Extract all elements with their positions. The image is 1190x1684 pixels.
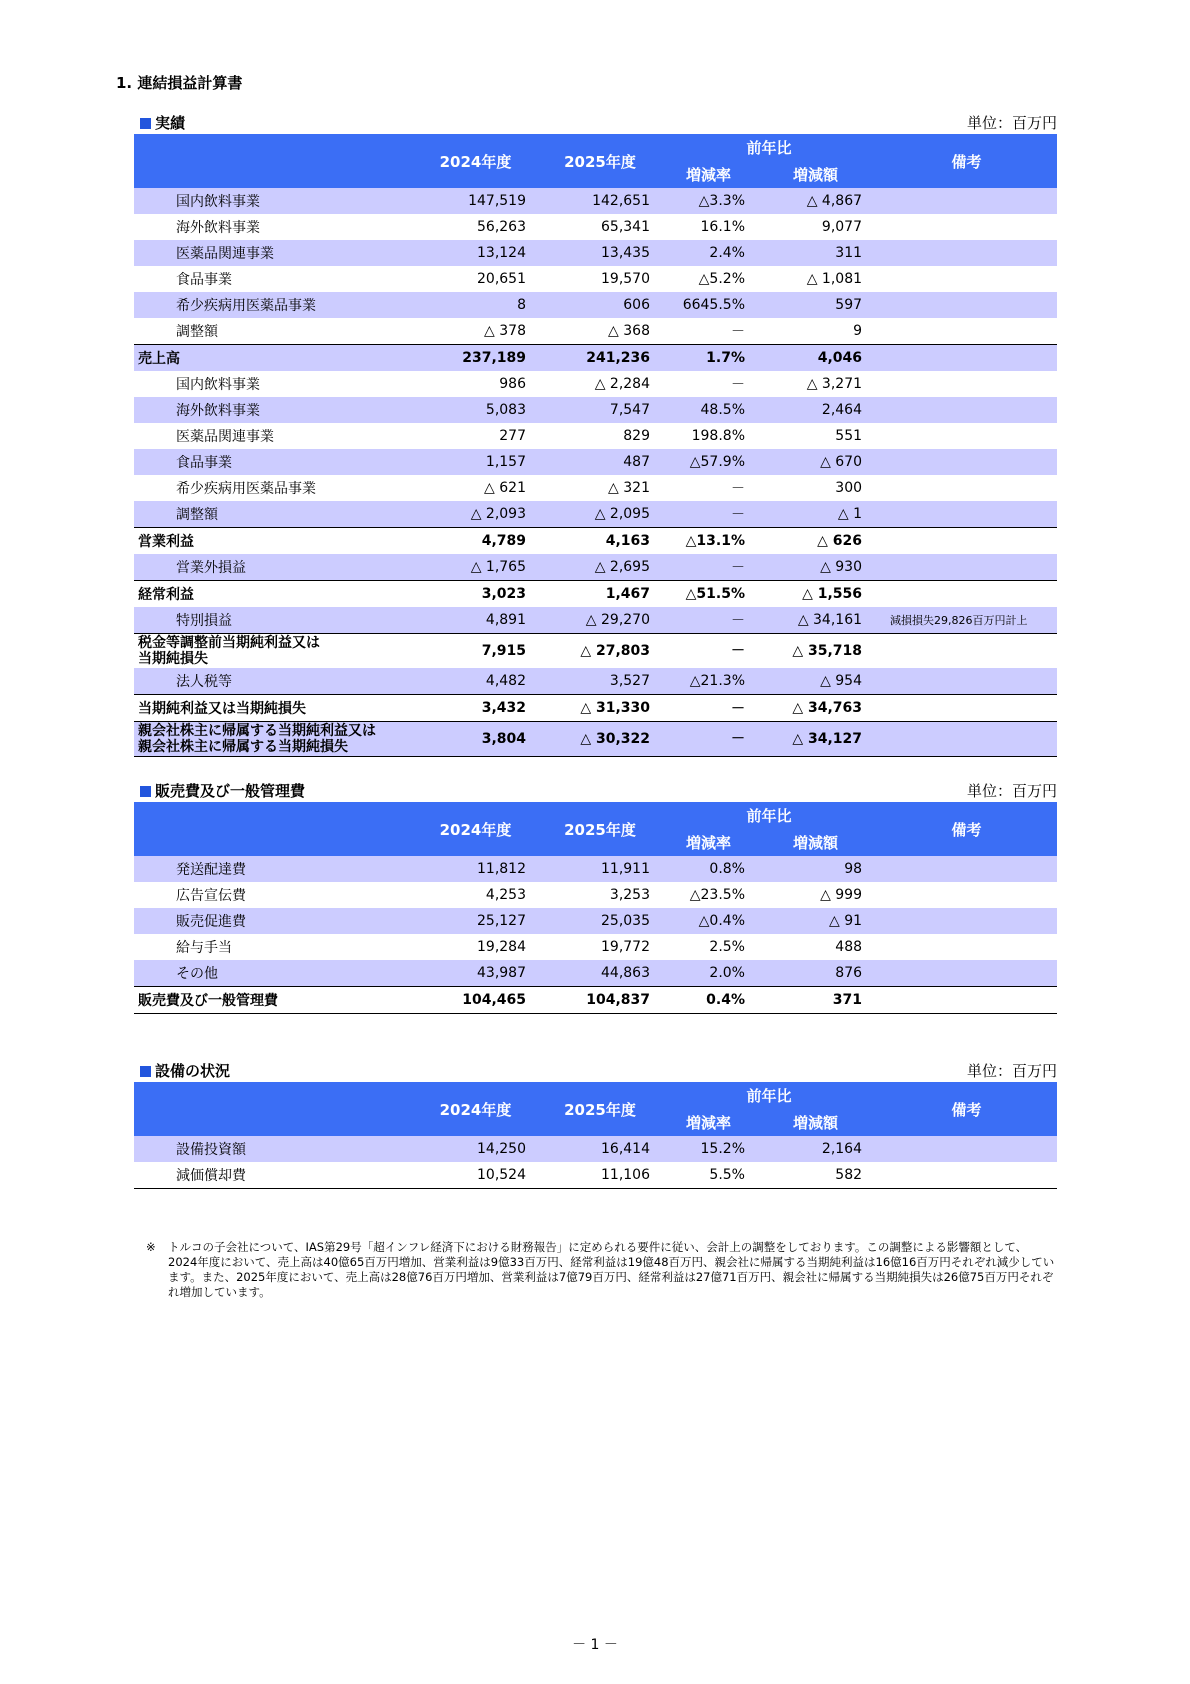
table-row [134, 1162, 1057, 1189]
row-note [876, 722, 1057, 757]
value-2024: △ 2,093 [413, 501, 538, 528]
header-blank [134, 134, 413, 188]
value-2024: △ 378 [484, 323, 526, 339]
row-note [876, 345, 1057, 372]
row-label: 希少疾病用医薬品事業 [134, 292, 413, 318]
row-label-line2: 親会社株主に帰属する当期純損失 [138, 739, 348, 755]
yoy-amount: 9 [853, 323, 863, 339]
table-row [134, 292, 1057, 318]
table-row [134, 1136, 1057, 1162]
table-row [134, 856, 1057, 882]
row-label: 営業外損益 [134, 554, 413, 581]
yoy-amount: 551 [835, 428, 863, 444]
row-label [134, 722, 413, 757]
unit-label: 単位：百万円 [966, 114, 1057, 132]
value-2025: 142,651 [538, 188, 662, 214]
value-2025: △ 31,330 [538, 695, 662, 722]
value-2025: 104,837 [538, 987, 662, 1014]
table-row [134, 528, 1057, 555]
yoy-rate: － [662, 607, 755, 634]
row-label: 特別損益 [134, 607, 413, 634]
value-2024: 19,284 [477, 939, 526, 955]
row-label: 希少疾病用医薬品事業 [176, 481, 316, 497]
row-label: 国内飲料事業 [176, 377, 260, 393]
value-2024: 3,804 [413, 722, 538, 757]
table-row [134, 449, 1057, 475]
capex-section [134, 1060, 1057, 1189]
results-section-header [134, 112, 1057, 134]
value-2024: 1,157 [413, 449, 538, 475]
value-2024: 43,987 [413, 960, 538, 987]
yoy-amount: △ 34,127 [755, 722, 876, 757]
yoy-rate: － [662, 501, 755, 528]
capex-section-title: 設備の状況 [140, 1060, 230, 1081]
header-note: 備考 [876, 1082, 1057, 1136]
table-row [134, 634, 1057, 669]
sga-section [134, 780, 1057, 1014]
header-2024: 2024年度 [413, 134, 538, 188]
table-row [134, 695, 1057, 722]
yoy-rate: 5.5% [662, 1162, 755, 1189]
header-yoy: 前年比 [662, 134, 876, 161]
value-2024: 104,465 [413, 987, 538, 1014]
value-2025: 4,163 [538, 528, 662, 555]
value-2025: 25,035 [538, 908, 662, 934]
row-note [876, 501, 1057, 528]
value-2025: 65,341 [601, 219, 650, 235]
yoy-rate: △5.2% [698, 271, 745, 287]
value-2025: △ 2,284 [594, 376, 650, 392]
unit-label: 単位：百万円 [966, 1062, 1057, 1080]
value-2025: △ 321 [608, 480, 650, 496]
results-section-title: 実績 [140, 112, 185, 133]
row-note [876, 1136, 1057, 1162]
header-rate: 増減率 [662, 161, 755, 188]
footnote [146, 1240, 1056, 1300]
yoy-amount: △ 1 [755, 501, 876, 528]
value-2025: 19,570 [601, 271, 650, 287]
row-label-line2: 当期純損失 [138, 651, 208, 667]
yoy-amount: 2,464 [755, 397, 876, 423]
page-title: 1. 連結損益計算書 [116, 74, 243, 92]
row-note [876, 423, 1057, 449]
value-2025: 3,253 [609, 887, 650, 903]
yoy-amount: △ 4,867 [755, 188, 876, 214]
value-2024: △ 621 [484, 480, 526, 496]
value-2025: 606 [538, 292, 662, 318]
header-rate: 増減率 [662, 829, 755, 856]
value-2025: 1,467 [538, 581, 662, 608]
row-note [876, 934, 1057, 960]
value-2024: 13,124 [413, 240, 538, 266]
header-2024: 2024年度 [413, 802, 538, 856]
yoy-rate: 0.4% [662, 987, 755, 1014]
header-amount: 増減額 [755, 161, 876, 188]
page-number: － 1 － [572, 1637, 618, 1653]
yoy-amount: 4,046 [755, 345, 876, 372]
row-label: 販売費及び一般管理費 [134, 987, 413, 1014]
value-2024: 14,250 [413, 1136, 538, 1162]
header-amount: 増減額 [755, 1109, 876, 1136]
row-note [876, 1162, 1057, 1189]
table-row [134, 371, 1057, 397]
table-row [134, 722, 1057, 757]
yoy-rate: － [731, 324, 745, 340]
yoy-amount: △ 930 [755, 554, 876, 581]
table-row [134, 397, 1057, 423]
yoy-rate: 15.2% [662, 1136, 755, 1162]
table-row [134, 318, 1057, 345]
row-label: 食品事業 [176, 272, 232, 288]
row-label: 広告宣伝費 [176, 888, 246, 904]
value-2025: 13,435 [538, 240, 662, 266]
row-note [876, 397, 1057, 423]
row-note [876, 188, 1057, 214]
yoy-amount: 9,077 [821, 219, 863, 235]
row-label: その他 [134, 960, 413, 987]
row-note [876, 581, 1057, 608]
blue-square-icon [140, 786, 151, 797]
table-row [134, 987, 1057, 1014]
header-yoy: 前年比 [662, 802, 876, 829]
value-2024: 3,023 [413, 581, 538, 608]
value-2024: 237,189 [413, 345, 538, 372]
value-2024: 56,263 [477, 219, 526, 235]
value-2024: 8 [413, 292, 538, 318]
yoy-rate: △21.3% [662, 668, 755, 695]
table-row [134, 960, 1057, 987]
header-2025: 2025年度 [538, 1082, 662, 1136]
yoy-amount: △ 626 [755, 528, 876, 555]
yoy-rate: △23.5% [689, 887, 745, 903]
row-note [876, 240, 1057, 266]
yoy-amount: △ 34,161 [755, 607, 876, 634]
results-section [134, 112, 1057, 757]
value-2025: 7,547 [538, 397, 662, 423]
header-blank [134, 1082, 413, 1136]
yoy-rate: － [731, 377, 745, 393]
blue-square-icon [140, 1066, 151, 1077]
yoy-amount: △ 999 [820, 887, 863, 903]
row-label: 営業利益 [134, 528, 413, 555]
row-label: 当期純利益又は当期純損失 [134, 695, 413, 722]
row-note [876, 987, 1057, 1014]
yoy-rate: △0.4% [662, 908, 755, 934]
value-2025: 3,527 [538, 668, 662, 695]
header-2024: 2024年度 [413, 1082, 538, 1136]
value-2025: 487 [538, 449, 662, 475]
yoy-amount: 311 [755, 240, 876, 266]
row-note: 減損損失29,826百万円計上 [876, 607, 1057, 634]
yoy-rate: 1.7% [662, 345, 755, 372]
yoy-rate: 6645.5% [662, 292, 755, 318]
value-2025: 11,106 [538, 1162, 662, 1189]
row-note [876, 856, 1057, 882]
unit-label: 単位：百万円 [966, 782, 1057, 800]
header-2025: 2025年度 [538, 134, 662, 188]
row-label: 医薬品関連事業 [134, 240, 413, 266]
yoy-rate: － [662, 554, 755, 581]
header-note: 備考 [876, 134, 1057, 188]
value-2024: 20,651 [477, 271, 526, 287]
sga-section-header [134, 780, 1057, 802]
value-2024: 4,482 [413, 668, 538, 695]
row-note [876, 292, 1057, 318]
yoy-amount: 582 [755, 1162, 876, 1189]
row-label: 海外飲料事業 [176, 220, 260, 236]
yoy-rate: 16.1% [700, 219, 745, 235]
value-2025: △ 2,095 [538, 501, 662, 528]
row-label-line1: 税金等調整前当期純利益又は [138, 635, 320, 651]
value-2025: △ 2,695 [538, 554, 662, 581]
value-2024: 4,891 [413, 607, 538, 634]
value-2024: 4,789 [413, 528, 538, 555]
row-label-line1: 親会社株主に帰属する当期純利益又は [138, 723, 376, 739]
yoy-amount: 488 [835, 939, 863, 955]
yoy-rate: △3.3% [662, 188, 755, 214]
yoy-amount: 876 [755, 960, 876, 987]
table-row [134, 934, 1057, 960]
row-label: 法人税等 [134, 668, 413, 695]
row-note [876, 960, 1057, 987]
row-label: 調整額 [176, 324, 218, 340]
yoy-amount: △ 1,556 [755, 581, 876, 608]
table-row [134, 581, 1057, 608]
yoy-amount: △ 91 [755, 908, 876, 934]
row-label: 国内飲料事業 [134, 188, 413, 214]
yoy-amount: 98 [755, 856, 876, 882]
value-2025: 11,911 [538, 856, 662, 882]
yoy-amount: △ 35,718 [755, 634, 876, 669]
value-2025: 19,772 [601, 939, 650, 955]
yoy-amount: △ 1,081 [806, 271, 863, 287]
yoy-rate: 48.5% [662, 397, 755, 423]
value-2024: 11,812 [413, 856, 538, 882]
row-label [134, 634, 413, 669]
row-label: 販売促進費 [134, 908, 413, 934]
row-note [876, 528, 1057, 555]
value-2024: 25,127 [413, 908, 538, 934]
yoy-rate: 198.8% [691, 428, 745, 444]
capex-section-header [134, 1060, 1057, 1082]
yoy-amount: 371 [755, 987, 876, 1014]
value-2025: △ 30,322 [538, 722, 662, 757]
yoy-rate: 2.5% [709, 939, 745, 955]
value-2024: 277 [499, 428, 526, 444]
header-rate: 増減率 [662, 1109, 755, 1136]
yoy-amount: △ 34,763 [755, 695, 876, 722]
value-2024: 5,083 [413, 397, 538, 423]
value-2025: 16,414 [538, 1136, 662, 1162]
value-2024: 7,915 [413, 634, 538, 669]
yoy-amount: 597 [755, 292, 876, 318]
row-label: 食品事業 [134, 449, 413, 475]
table-row [134, 266, 1057, 292]
value-2024: 986 [499, 376, 526, 392]
row-label: 医薬品関連事業 [176, 429, 274, 445]
header-2025: 2025年度 [538, 802, 662, 856]
yoy-rate: － [662, 695, 755, 722]
row-note [876, 695, 1057, 722]
row-label: 減価償却費 [134, 1162, 413, 1189]
row-label: 設備投資額 [134, 1136, 413, 1162]
header-yoy: 前年比 [662, 1082, 876, 1109]
row-note [876, 318, 1057, 345]
row-label: 調整額 [134, 501, 413, 528]
row-note [876, 475, 1057, 501]
yoy-amount: △ 670 [755, 449, 876, 475]
footnote-mark: ※ [146, 1240, 156, 1254]
table-row [134, 501, 1057, 528]
row-note [876, 882, 1057, 908]
value-2025: 241,236 [538, 345, 662, 372]
header-blank [134, 802, 413, 856]
row-note [876, 266, 1057, 292]
table-row [134, 607, 1057, 634]
yoy-rate: － [662, 722, 755, 757]
row-note [876, 554, 1057, 581]
table-row [134, 908, 1057, 934]
value-2024: 4,253 [485, 887, 526, 903]
footnote-text: トルコの子会社について、IAS第29号「超インフレ経済下における財務報告」に定められる要件に従い、会計上の調整をしております。この調整による影響額として、2024年度において、売上高は40億65百万円増加、営業利益は9億33百万円、経常利益は19億48百万円、親会社に帰属する当期純利益は16億16百万円それぞれ減少しています。また、2025年度において、売上高は28億76百万円増加、営業利益は7億79百万円、経常利益は27億71百万円、親会社に帰属する当期純損失は26億75百万円それぞれ増加しています。 [168, 1240, 1055, 1299]
value-2025: 829 [623, 428, 650, 444]
table-row [134, 423, 1057, 449]
yoy-rate: － [662, 634, 755, 669]
row-label: 経常利益 [134, 581, 413, 608]
value-2025: △ 29,270 [538, 607, 662, 634]
value-2024: 10,524 [413, 1162, 538, 1189]
table-row [134, 668, 1057, 695]
yoy-rate: － [731, 481, 745, 497]
capex-table [134, 1082, 1057, 1189]
yoy-rate: 2.0% [662, 960, 755, 987]
table-row [134, 214, 1057, 240]
row-note [876, 449, 1057, 475]
value-2025: △ 27,803 [538, 634, 662, 669]
row-label: 給与手当 [176, 940, 232, 956]
yoy-rate: △57.9% [662, 449, 755, 475]
yoy-rate: △13.1% [662, 528, 755, 555]
value-2024: △ 1,765 [413, 554, 538, 581]
value-2025: △ 368 [608, 323, 650, 339]
yoy-rate: △51.5% [662, 581, 755, 608]
value-2024: 3,432 [413, 695, 538, 722]
value-2025: 44,863 [538, 960, 662, 987]
row-note [876, 908, 1057, 934]
row-label: 発送配達費 [134, 856, 413, 882]
header-amount: 増減額 [755, 829, 876, 856]
value-2024: 147,519 [413, 188, 538, 214]
row-note [876, 371, 1057, 397]
sga-table [134, 802, 1057, 1014]
row-label: 売上高 [134, 345, 413, 372]
header-note: 備考 [876, 802, 1057, 856]
yoy-rate: 0.8% [662, 856, 755, 882]
row-label: 海外飲料事業 [134, 397, 413, 423]
yoy-amount: 300 [835, 480, 863, 496]
table-row [134, 554, 1057, 581]
table-row [134, 475, 1057, 501]
sga-section-title: 販売費及び一般管理費 [140, 780, 305, 801]
table-row [134, 240, 1057, 266]
table-row [134, 882, 1057, 908]
row-note [876, 634, 1057, 669]
yoy-amount: △ 3,271 [806, 376, 863, 392]
table-row [134, 188, 1057, 214]
table-row [134, 345, 1057, 372]
blue-square-icon [140, 118, 151, 129]
yoy-rate: 2.4% [662, 240, 755, 266]
row-note [876, 668, 1057, 695]
row-note [876, 214, 1057, 240]
yoy-amount: 2,164 [755, 1136, 876, 1162]
yoy-amount: △ 954 [755, 668, 876, 695]
results-table [134, 134, 1057, 757]
